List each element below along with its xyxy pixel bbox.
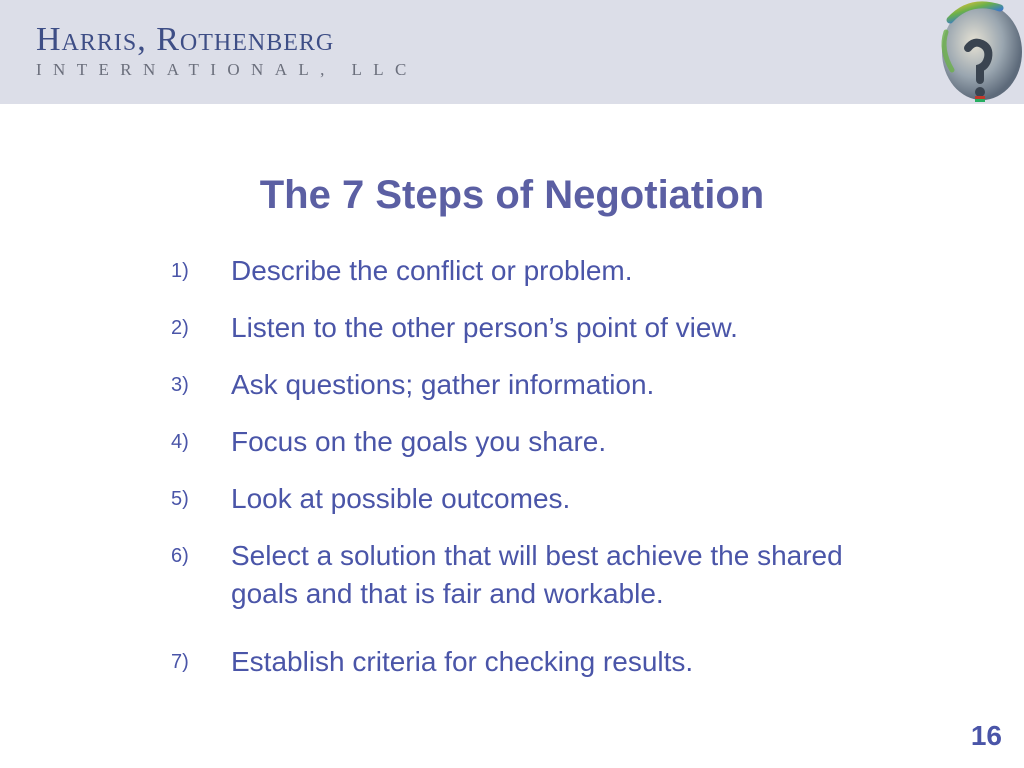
step-text: Listen to the other person’s point of view. — [231, 312, 738, 343]
step-number: 7) — [171, 651, 189, 673]
slide-title: The 7 Steps of Negotiation — [259, 173, 765, 217]
step-text: Look at possible outcomes. — [231, 483, 571, 514]
page-number: 16 — [970, 720, 1002, 751]
step-text: Ask questions; gather information. — [231, 369, 655, 400]
step-number: 6) — [171, 545, 189, 567]
head-question-mark-logo-icon — [930, 0, 1024, 104]
step-number: 1) — [171, 260, 189, 282]
step-number: 5) — [171, 488, 189, 510]
step-number: 4) — [171, 431, 189, 453]
company-subtitle: INTERNATIONAL, LLC — [36, 60, 418, 79]
step-text: Describe the conflict or problem. — [231, 255, 633, 286]
company-name: Harris, Rothenberg — [36, 21, 335, 58]
step-text: Establish criteria for checking results. — [231, 646, 694, 677]
step-number: 2) — [171, 317, 189, 339]
header-band — [0, 0, 1024, 104]
step-text: Focus on the goals you share. — [231, 426, 607, 457]
step-number: 3) — [171, 374, 189, 396]
step-text: Select a solution that will best achieve the shared goals and that is fair and workable. — [231, 540, 843, 609]
